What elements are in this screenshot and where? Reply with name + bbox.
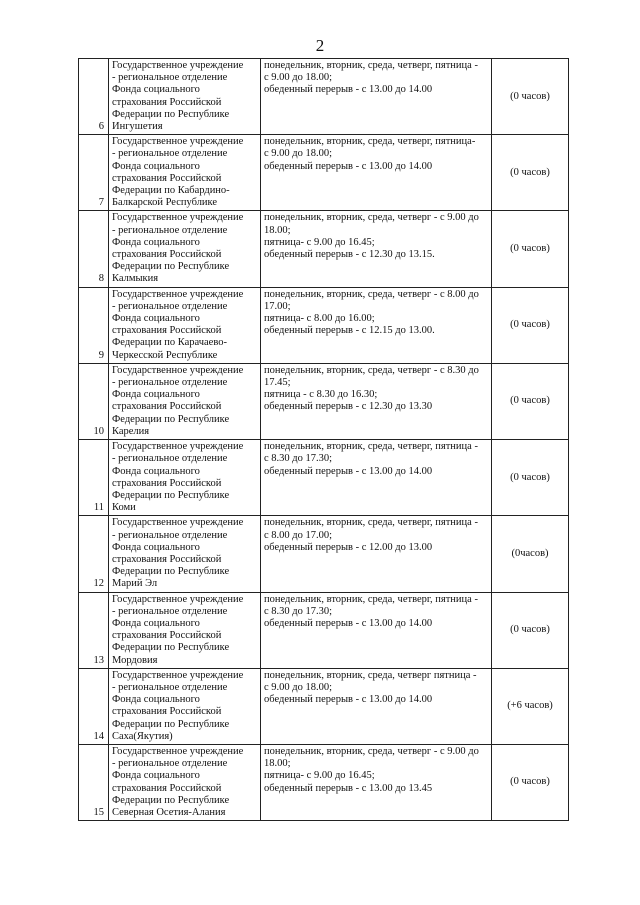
organization-line: Государственное учреждение <box>112 364 244 376</box>
working-hours-line: обеденный перерыв - с 12.30 до 13.15. <box>264 249 435 261</box>
organization-line: Федерации по Республике <box>112 794 230 806</box>
organization-line: - региональное отделение <box>112 529 228 541</box>
working-hours-cell <box>261 287 492 363</box>
working-hours-cell <box>261 440 492 516</box>
row-number: 6 <box>79 59 109 135</box>
row-number: 14 <box>79 668 109 744</box>
organization-cell <box>109 440 261 516</box>
working-hours-line: понедельник, вторник, среда, четверг - с 9.00 до <box>264 745 479 757</box>
organization-line: Федерации по Карачаево- <box>112 337 227 349</box>
working-hours-line: понедельник, вторник, среда, четверг, пятница - <box>264 517 478 529</box>
row-number: 7 <box>79 135 109 211</box>
working-hours-line: 17.45; <box>264 377 291 389</box>
organization-line: Карелия <box>112 425 150 437</box>
organization-line: Фонда социального <box>112 313 200 325</box>
working-hours-line: с 8.30 до 17.30; <box>264 605 333 617</box>
organization-line: Федерации по Республике <box>112 642 230 654</box>
organization-line: страхования Российской <box>112 553 222 565</box>
organization-line: Государственное учреждение <box>112 745 244 757</box>
organization-line: Фонда социального <box>112 236 200 248</box>
organization-line: Государственное учреждение <box>112 593 244 605</box>
organization-line: страхования Российской <box>112 96 222 108</box>
organization-cell <box>109 744 261 820</box>
working-hours-line: понедельник, вторник, среда, четверг, пятница - <box>264 441 478 453</box>
table-row <box>79 516 569 592</box>
working-hours-line: понедельник, вторник, среда, четверг, пятница - <box>264 593 478 605</box>
organization-line: Федерации по Республике <box>112 566 230 578</box>
working-hours-line: пятница - с 8.30 до 16.30; <box>264 389 378 401</box>
table-row <box>79 668 569 744</box>
organization-line: страхования Российской <box>112 249 222 261</box>
working-hours-line: 18.00; <box>264 758 291 770</box>
working-hours-line: понедельник, вторник, среда, четверг - с 8.30 до <box>264 364 479 376</box>
time-offset-cell: (0 часов) <box>492 135 569 211</box>
working-hours-cell <box>261 135 492 211</box>
organization-line: Фонда социального <box>112 160 200 172</box>
organization-line: Федерации по Республике <box>112 261 230 273</box>
working-hours-cell <box>261 516 492 592</box>
organization-line: Государственное учреждение <box>112 441 244 453</box>
organization-line: страхования Российской <box>112 325 222 337</box>
working-hours-line: понедельник, вторник, среда, четверг, пятница- <box>264 136 476 148</box>
working-hours-line: обеденный перерыв - с 13.00 до 14.00 <box>264 160 433 172</box>
row-number: 12 <box>79 516 109 592</box>
working-hours-cell <box>261 211 492 287</box>
working-hours-line: обеденный перерыв - с 13.00 до 14.00 <box>264 694 433 706</box>
organization-line: Фонда социального <box>112 84 200 96</box>
organization-line: Балкарской Республике <box>112 197 218 209</box>
organization-line: Калмыкия <box>112 273 159 285</box>
working-hours-line: пятница- с 9.00 до 16.45; <box>264 770 375 782</box>
table-row <box>79 135 569 211</box>
working-hours-line: пятница- с 8.00 до 16.00; <box>264 313 375 325</box>
schedule-table-body <box>79 59 569 821</box>
time-offset-cell: (0 часов) <box>492 440 569 516</box>
working-hours-line: понедельник, вторник, среда, четверг пятница - <box>264 669 477 681</box>
working-hours-line: обеденный перерыв - с 12.15 до 13.00. <box>264 325 435 337</box>
organization-line: - региональное отделение <box>112 148 228 160</box>
row-number: 8 <box>79 211 109 287</box>
working-hours-line: пятница- с 9.00 до 16.45; <box>264 236 375 248</box>
organization-line: страхования Российской <box>112 172 222 184</box>
organization-line: - региональное отделение <box>112 453 228 465</box>
table-row <box>79 59 569 135</box>
schedule-table <box>78 58 569 821</box>
row-number: 9 <box>79 287 109 363</box>
working-hours-cell <box>261 668 492 744</box>
working-hours-line: обеденный перерыв - с 13.00 до 14.00 <box>264 84 433 96</box>
organization-line: - региональное отделение <box>112 758 228 770</box>
organization-line: Фонда социального <box>112 541 200 553</box>
row-number: 13 <box>79 592 109 668</box>
working-hours-line: 18.00; <box>264 224 291 236</box>
organization-line: страхования Российской <box>112 630 222 642</box>
organization-line: Фонда социального <box>112 694 200 706</box>
organization-line: страхования Российской <box>112 477 222 489</box>
time-offset-cell: (0 часов) <box>492 744 569 820</box>
organization-line: Государственное учреждение <box>112 60 244 71</box>
organization-line: Федерации по Республике <box>112 108 230 120</box>
organization-line: Фонда социального <box>112 465 200 477</box>
time-offset-cell: (0 часов) <box>492 211 569 287</box>
organization-line: страхования Российской <box>112 706 222 718</box>
organization-line: - региональное отделение <box>112 300 228 312</box>
organization-line: Фонда социального <box>112 389 200 401</box>
organization-line: - региональное отделение <box>112 681 228 693</box>
time-offset-cell: (0 часов) <box>492 287 569 363</box>
working-hours-line: с 9.00 до 18.00; <box>264 148 333 160</box>
organization-line: Федерации по Республике <box>112 489 230 501</box>
organization-line: страхования Российской <box>112 401 222 413</box>
working-hours-line: 17.00; <box>264 300 291 312</box>
organization-cell <box>109 211 261 287</box>
organization-line: Коми <box>112 502 136 514</box>
working-hours-cell <box>261 592 492 668</box>
table-row <box>79 211 569 287</box>
organization-cell <box>109 135 261 211</box>
working-hours-line: понедельник, вторник, среда, четверг, пятница - <box>264 60 478 71</box>
working-hours-line: обеденный перерыв - с 13.00 до 13.45 <box>264 782 433 794</box>
working-hours-line: с 8.30 до 17.30; <box>264 453 333 465</box>
table-row <box>79 287 569 363</box>
page-number: 2 <box>315 36 325 55</box>
organization-line: Государственное учреждение <box>112 517 244 529</box>
row-number: 15 <box>79 744 109 820</box>
table-row <box>79 440 569 516</box>
time-offset-cell: (0часов) <box>492 516 569 592</box>
table-row <box>79 592 569 668</box>
organization-line: - региональное отделение <box>112 72 228 84</box>
organization-cell <box>109 287 261 363</box>
working-hours-line: обеденный перерыв - с 13.00 до 14.00 <box>264 465 433 477</box>
row-number: 11 <box>79 440 109 516</box>
organization-cell <box>109 668 261 744</box>
working-hours-cell <box>261 363 492 439</box>
organization-line: Северная Осетия-Алания <box>112 806 226 818</box>
working-hours-cell <box>261 744 492 820</box>
organization-line: Государственное учреждение <box>112 212 244 224</box>
time-offset-cell: (0 часов) <box>492 592 569 668</box>
organization-line: Ингушетия <box>112 121 163 133</box>
organization-line: Федерации по Республике <box>112 718 230 730</box>
working-hours-line: обеденный перерыв - с 12.30 до 13.30 <box>264 401 433 413</box>
organization-cell <box>109 516 261 592</box>
working-hours-line: понедельник, вторник, среда, четверг - с 8.00 до <box>264 288 479 300</box>
working-hours-cell <box>261 59 492 135</box>
time-offset-cell: (0 часов) <box>492 59 569 135</box>
organization-line: Фонда социального <box>112 617 200 629</box>
organization-line: - региональное отделение <box>112 605 228 617</box>
time-offset-cell: (0 часов) <box>492 363 569 439</box>
organization-line: Государственное учреждение <box>112 136 244 148</box>
organization-cell <box>109 59 261 135</box>
organization-line: Фонда социального <box>112 770 200 782</box>
organization-cell <box>109 363 261 439</box>
organization-line: Федерации по Кабардино- <box>112 185 230 197</box>
organization-line: Марий Эл <box>112 578 158 590</box>
organization-line: страхования Российской <box>112 782 222 794</box>
organization-line: Государственное учреждение <box>112 669 244 681</box>
working-hours-line: обеденный перерыв - с 13.00 до 14.00 <box>264 617 433 629</box>
organization-line: - региональное отделение <box>112 224 228 236</box>
organization-line: Черкесской Республике <box>112 349 218 361</box>
table-row <box>79 744 569 820</box>
organization-line: Государственное учреждение <box>112 288 244 300</box>
working-hours-line: с 9.00 до 18.00; <box>264 72 333 84</box>
organization-line: Федерации по Республике <box>112 413 230 425</box>
organization-line: Мордовия <box>112 654 158 666</box>
organization-line: - региональное отделение <box>112 377 228 389</box>
working-hours-line: обеденный перерыв - с 12.00 до 13.00 <box>264 541 433 553</box>
table-row <box>79 363 569 439</box>
working-hours-line: с 9.00 до 18.00; <box>264 681 333 693</box>
working-hours-line: понедельник, вторник, среда, четверг - с 9.00 до <box>264 212 479 224</box>
organization-cell <box>109 592 261 668</box>
row-number: 10 <box>79 363 109 439</box>
organization-line: Саха(Якутия) <box>112 730 173 742</box>
working-hours-line: с 8.00 до 17.00; <box>264 529 333 541</box>
time-offset-cell: (+6 часов) <box>492 668 569 744</box>
